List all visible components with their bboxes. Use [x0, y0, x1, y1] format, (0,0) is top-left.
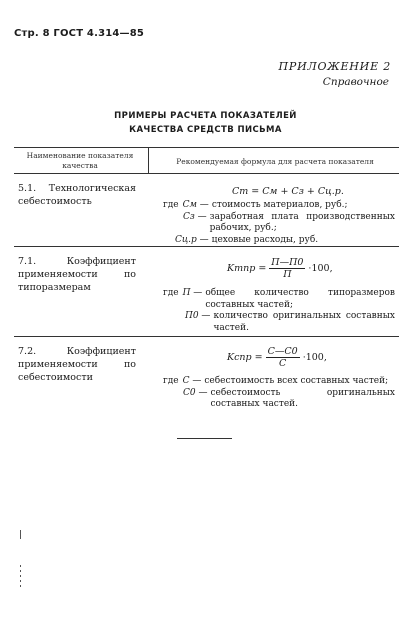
row-7-2-definitions — [163, 376, 395, 411]
row-7-2-name: 7.2. Коэффициент применяемости по себестоимости — [18, 346, 136, 383]
def-symbol: П0 — — [185, 311, 211, 322]
where-label: где — [163, 376, 179, 386]
row-7-2-formula — [227, 346, 327, 369]
document-title-line-2: КАЧЕСТВА СРЕДСТВ ПИСЬМА — [129, 125, 282, 135]
formula-tail: ·100, — [308, 263, 333, 274]
def-text: стоимость материалов, руб.; — [211, 200, 348, 210]
page-header: Стр. 8 ГОСТ 4.314—85 — [14, 28, 145, 39]
def-symbol: П — — [182, 288, 203, 298]
row-7-1-name: 7.1. Коэффициент применяемости по типоразмерам — [18, 256, 136, 293]
formula-fraction — [266, 346, 300, 369]
column-header-name: Наименование показателя качества — [26, 151, 134, 170]
def-text: количество оригинальных составных частей. — [213, 311, 395, 334]
formula-tail: ·100, — [302, 352, 327, 363]
row-separator — [14, 246, 399, 247]
def-text: себестоимость всех составных частей; — [204, 376, 389, 386]
table-column-divider — [148, 148, 149, 173]
row-5-1-name: 5.1. Технологическая себестоимость — [18, 183, 136, 207]
column-header-formula: Рекомендуемая формула для расчета показателя — [176, 157, 374, 166]
def-text: себестоимость оригинальных составных частей. — [210, 387, 395, 410]
def-symbol: Cз — — [183, 211, 207, 222]
def-symbol: Cц.р — — [175, 235, 209, 246]
end-rule — [177, 438, 232, 439]
row-7-1-formula — [227, 257, 333, 280]
formula-lhs: Kтпр = — [227, 263, 267, 274]
formula-numerator: C—C0 — [267, 346, 298, 357]
formula-denominator: C — [279, 358, 287, 369]
def-symbol: Cм — — [182, 200, 209, 210]
appendix-subtitle: Справочное — [322, 76, 389, 88]
margin-mark — [20, 565, 21, 587]
def-text: общее количество типоразмеров составных частей; — [205, 288, 395, 310]
def-symbol: C0 — — [183, 387, 208, 398]
table-header-rule — [14, 173, 399, 174]
row-5-1-definitions — [163, 200, 395, 247]
formula-denominator: П — [283, 269, 292, 280]
formula-fraction — [269, 257, 305, 280]
where-label: где — [163, 200, 179, 210]
formula-lhs: Kспр = — [227, 352, 263, 363]
where-label: где — [163, 288, 179, 298]
appendix-title: ПРИЛОЖЕНИЕ 2 — [278, 60, 391, 73]
document-title-line-1: ПРИМЕРЫ РАСЧЕТА ПОКАЗАТЕЛЕЙ — [114, 111, 297, 121]
table-top-rule — [14, 147, 399, 148]
row-5-1-formula: Cт = Cм + Cз + Cц.р. — [232, 186, 344, 197]
def-text: заработная плата производственных рабочих, руб.; — [209, 211, 395, 234]
def-text: цеховые расходы, руб. — [211, 235, 319, 246]
formula-numerator: П—П0 — [271, 257, 304, 268]
row-separator — [14, 336, 399, 337]
margin-mark — [20, 530, 21, 539]
def-symbol: C — — [182, 376, 202, 386]
row-7-1-definitions — [163, 288, 395, 335]
